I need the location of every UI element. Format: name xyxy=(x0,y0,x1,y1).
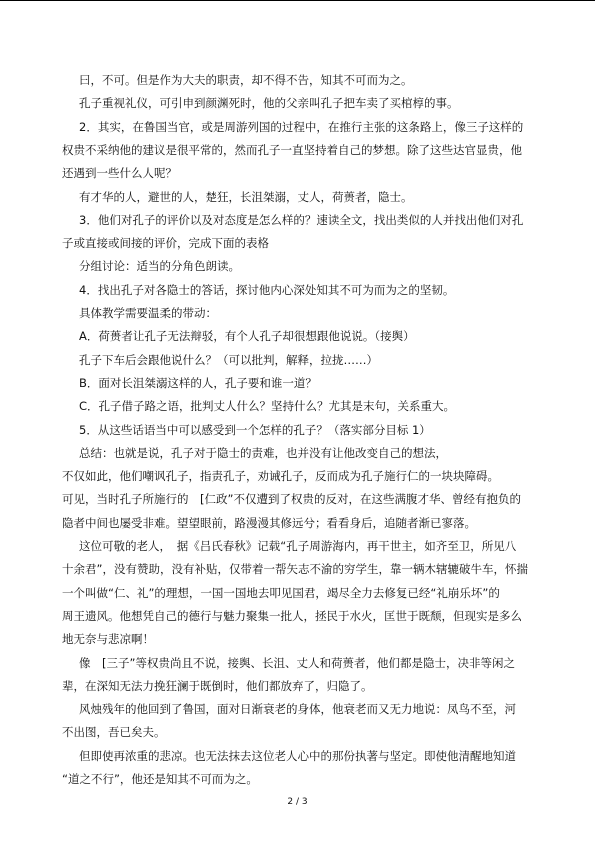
text-line: 一个叫做“仁、礼”的理想，一国一国地去叩见国君，竭尽全力去修复已经“礼崩乐坏”的 xyxy=(62,585,500,600)
text-line: 分组讨论：适当的分角色朗读。 xyxy=(79,259,240,274)
text-line: 辈，在深知无法力挽狂澜于既倒时，他们都放弃了，归隐了。 xyxy=(62,678,373,693)
text-line: 子或直接或间接的评价，完成下面的表格 xyxy=(62,236,269,251)
text-line: 总结：也就是说，孔子对于隐士的责难，也并没有让他改变自己的想法， xyxy=(79,445,447,460)
text-line: 3．他们对孔子的评价以及对态度是怎么样的？速读全文，找出类似的人并找出他们对孔 xyxy=(79,212,524,227)
text-line: 4．找出孔子对各隐士的答话，探讨他内心深处知其不可为而为之的坚韧。 xyxy=(79,282,455,297)
text-line: 风烛残年的他回到了鲁国，面对日渐衰老的身体，他衰老而又无力地说：凤鸟不至，河 xyxy=(79,702,516,717)
text-line: B．面对长沮桀溺这样的人，孔子要和谁一道？ xyxy=(79,375,317,390)
text-line: 可见，当时孔子所施行的 [仁政”不仅遭到了权贵的反对，在这些满腹才华、曾经有抱负的 xyxy=(62,492,521,507)
top-border-rule xyxy=(0,0,595,1)
text-line: A．荷蒉者让孔子无法辩驳，有个人孔子却很想跟他说说。（接舆） xyxy=(79,329,415,344)
text-line: 不仅如此，他们嘲讽孔子，指责孔子，劝诫孔子，反而成为孔子施行仁的一块块障碍。 xyxy=(62,469,499,484)
text-line: 孔子重视礼仪，可引申到颜渊死时，他的父亲叫孔子把车卖了买棺椁的事。 xyxy=(79,96,459,111)
text-line: 曰，不可。但是作为大夫的职责，却不得不告，知其不可而为之。 xyxy=(79,73,413,87)
text-line: 这位可敬的老人， 据《吕氏春秋》记载“孔子周游海内，再干世主，如齐至卫，所见八 xyxy=(79,539,517,553)
text-line: 不出图，吾已矣夫。 xyxy=(62,725,166,740)
text-line: 周王遗风。他想凭自己的德行与魅力聚集一批人，拯民于水火，匡世于既颓，但现实是多么 xyxy=(62,608,522,623)
text-line: 像 [三子”等权贵尚且不说，接舆、长沮、丈人和荷蒉者，他们都是隐士，决非等闲之 xyxy=(79,655,515,670)
text-line: 2．其实，在鲁国当官，或是周游列国的过程中，在推行主张的这条路上，像三子这样的 xyxy=(79,119,524,134)
text-line: 5．从这些话语当中可以感受到一个怎样的孔子？（落实部分目标 1） xyxy=(79,422,431,437)
text-line: 权贵不采纳他的建议是很平常的，然而孔子一直坚持着自己的梦想。除了这些达官显贵，他 xyxy=(62,142,522,157)
text-line: C．孔子借子路之语，批判丈人什么？坚持什么？尤其是末句，关系重大。 xyxy=(79,399,456,414)
text-line: 隐者中间也屡受非难。望望眼前，路漫漫其修远兮；看看身后，追随者渐已寥落。 xyxy=(62,515,476,530)
text-line: 有才华的人，避世的人，楚狂，长沮桀溺，丈人，荷蒉者，隐士。 xyxy=(79,189,413,204)
text-line: “道之不行”，他还是知其不可而为之。 xyxy=(62,772,258,786)
text-line: 但即使再浓重的悲凉。也无法抹去这位老人心中的那份执著与坚定。即使他清醒地知道 xyxy=(79,748,516,763)
text-line: 还遇到一些什么人呢？ xyxy=(62,166,177,181)
text-line: 十余君”，没有赞助，没有补贴，仅带着一帮矢志不渝的穷学生，靠一辆木辖辘破牛车，怀揣 xyxy=(62,562,528,577)
page-number: 2 / 3 xyxy=(287,797,308,807)
text-line: 孔子下车后会跟他说什么？（可以批判，解释，拉拢……） xyxy=(79,352,378,367)
text-line: 具体教学需要温柔的带动： xyxy=(79,306,217,320)
text-line: 地无奈与悲凉啊！ xyxy=(62,632,154,647)
